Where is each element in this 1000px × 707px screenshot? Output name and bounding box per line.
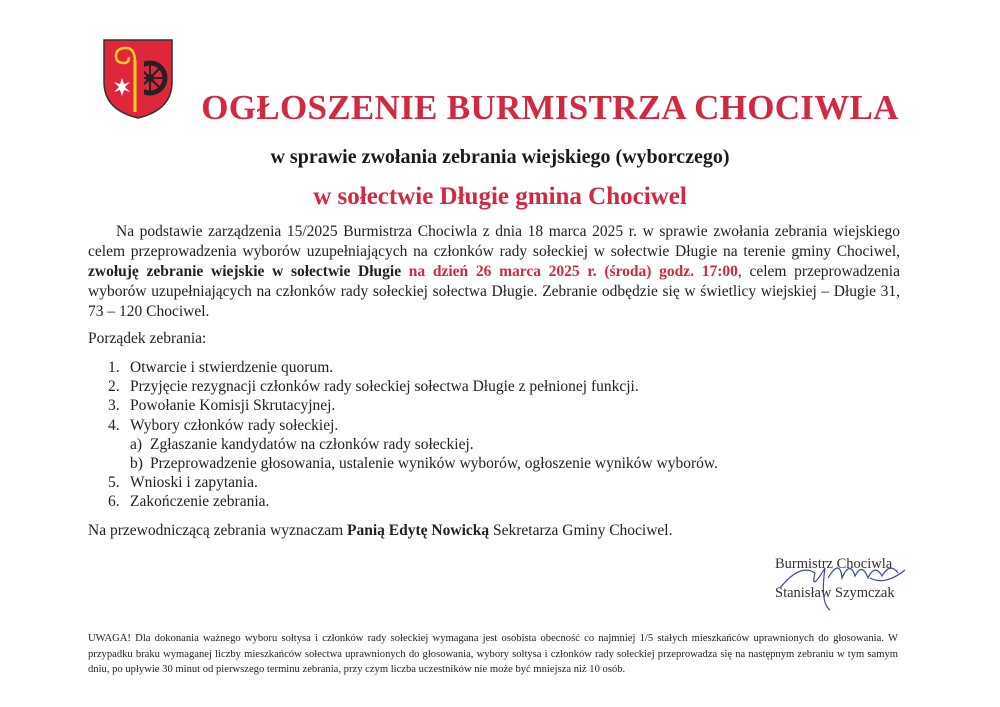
chair-text-end: Sekretarza Gminy Chociwel. [489, 522, 673, 539]
item-number: 2. [108, 378, 120, 396]
item-text: Zgłaszanie kandydatów na członków rady sołeckiej. [150, 435, 474, 453]
list-subitem [108, 454, 718, 473]
item-number: b) [130, 455, 143, 473]
agenda-label: Porządek zebrania: [88, 330, 207, 347]
subtitle: w sprawie zwołania zebrania wiejskiego (wyborczego) [270, 146, 730, 168]
warning-note: UWAGA! Dla dokonania ważnego wyboru sołtysa i członków rady sołeckiej wymagana jest osobista obecność co najmniej 1/5 stałych mieszkańców uprawnionych do głosowania. W przypadku braku wymaganej liczby mieszkańców sołectwa uprawnionych do głosowania, wybory sołtysa i członków rady sołeckiej przeprowadza się na następnym zebraniu w tym samym dniu, po upływie 30 minut od pierwszego terminu zebrania, przy czym liczba uczestników nie może być mniejsza niż 10 osób. [88, 633, 898, 675]
intro-paragraph [88, 222, 900, 322]
item-text: Otwarcie i stwierdzenie quorum. [130, 359, 334, 376]
item-number: a) [130, 435, 143, 453]
item-text: Wybory członków rady sołeckiej. [130, 416, 339, 434]
signature-name: Stanisław Szymczak [775, 585, 895, 601]
list-item [108, 473, 718, 492]
meeting-date: na dzień 26 marca 2025 r. (środa) godz. 17:00 [401, 263, 738, 280]
list-item [108, 416, 718, 435]
item-number: 1. [108, 359, 120, 376]
page-title: OGŁOSZENIE BURMISTRZA CHOCIWLA [201, 88, 899, 127]
list-subitem [108, 435, 718, 454]
intro-bold: zwołuję zebranie wiejskie w sołectwie Długie [88, 263, 402, 280]
item-number: 6. [108, 493, 120, 511]
list-item [108, 492, 718, 511]
subtitle-location: w sołectwie Długie gmina Chociwel [313, 183, 687, 210]
chair-text: Na przewodniczącą zebrania wyznaczam [88, 522, 348, 539]
item-text: Przeprowadzenie głosowania, ustalenie wyników wyborów, ogłoszenie wyników wyborów. [150, 455, 718, 473]
list-item [108, 396, 718, 415]
list-item [108, 377, 718, 396]
intro-text-end: , celem przeprowadzenia wyborów uzupełniających na członków rady sołeckiej sołectwa Długie. Zebranie odbędzie się w świetlicy wiejskiej – Długie 31, 73 – 120 Chociwel. [88, 263, 900, 320]
signature-role: Burmistrz Chociwla [775, 556, 893, 572]
item-text: Powołanie Komisji Skrutacyjnej. [130, 397, 336, 415]
item-number: 5. [108, 474, 120, 492]
list-item [108, 358, 718, 377]
item-text: Wnioski i zapytania. [130, 474, 258, 492]
agenda-list [108, 358, 718, 512]
item-text: Zakończenie zebrania. [130, 493, 270, 511]
item-text: Przyjęcie rezygnacji członków rady sołeckiej sołectwa Długie z pełnionej funkcji. [130, 378, 639, 396]
intro-text: Na podstawie zarządzenia 15/2025 Burmistrza Chociwla z dnia 18 marca 2025 r. w sprawie zwołania zebrania wiejskiego celem przeprowadzenia wyborów uzupełniających na członków rady sołeckiej w sołectwie Długie na terenie gminy Chociwel, [88, 223, 900, 260]
item-number: 4. [108, 416, 120, 434]
item-number: 3. [108, 397, 120, 415]
chair-name: Panią Edytę Nowicką [347, 522, 490, 539]
handwritten-signature-icon [770, 548, 920, 613]
chair-paragraph [88, 522, 672, 540]
